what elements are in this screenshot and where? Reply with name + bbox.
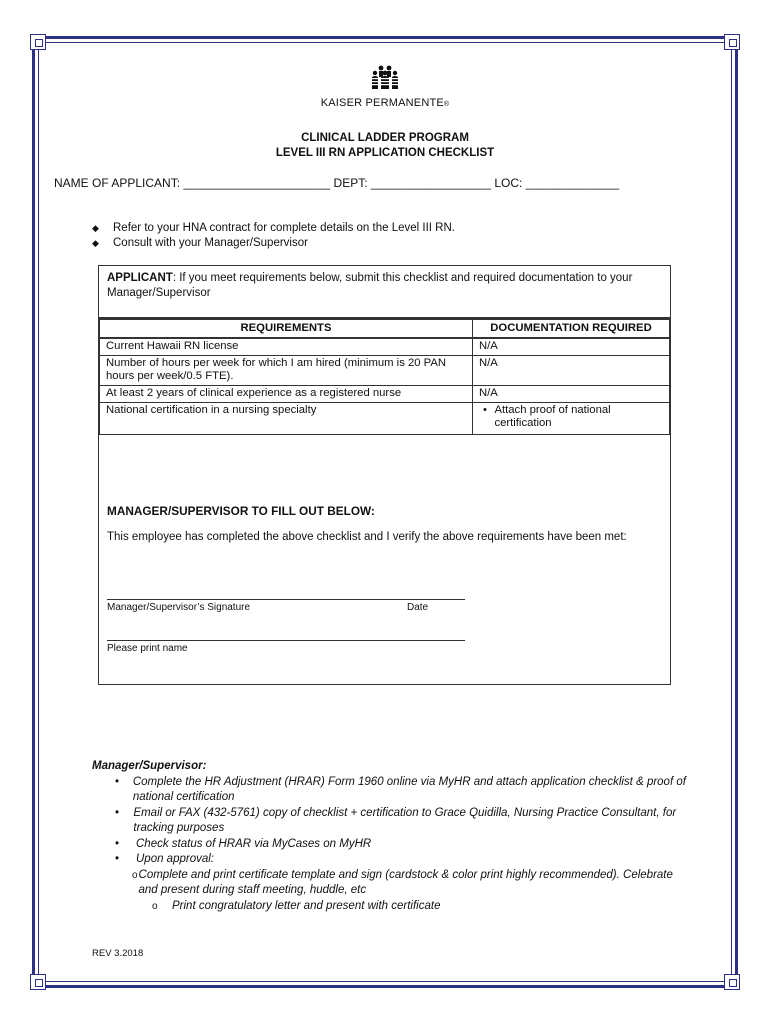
manager-instructions	[92, 759, 692, 914]
bullet-icon: •	[115, 837, 120, 850]
checklist-box	[98, 265, 671, 685]
sub-list-item: o Complete and print certificate template and sign (cardstock & color print highly recommended). Celebrate and present during staff meeting, huddle, etc	[92, 868, 692, 899]
requirements-table	[99, 317, 670, 435]
brand-name: KAISER PERMANENTE®	[320, 97, 450, 109]
signature-label: Manager/Supervisor’s Signature	[107, 602, 251, 613]
date-label: Date	[407, 602, 429, 613]
list-item: • Check status of HRAR via MyCases on MyHR	[92, 837, 692, 853]
list-item: • Upon approval:	[92, 852, 692, 868]
border-corner-top-left	[30, 34, 46, 50]
table-row: Current Hawaii RN license N/A	[100, 338, 670, 356]
circle-bullet-icon: o	[152, 900, 158, 912]
bullet-icon: •	[483, 404, 487, 416]
print-name-line[interactable]	[107, 640, 465, 641]
bullet-icon: •	[115, 806, 120, 819]
border-corner-bottom-left	[30, 974, 46, 990]
page-title-line2: LEVEL III RN APPLICATION CHECKLIST	[275, 147, 495, 159]
table-row: National certification in a nursing specialty • Attach proof of national certification	[100, 403, 670, 435]
diamond-bullet-icon: ◆	[92, 223, 99, 233]
manager-instructions-title: Manager/Supervisor:	[92, 760, 207, 772]
list-item: • Complete the HR Adjustment (HRAR) Form 1960 online via MyHR and attach application checklist & proof of national certification	[92, 775, 692, 806]
border-corner-bottom-right	[724, 974, 740, 990]
list-item: • Attach proof of national certification	[483, 404, 611, 429]
bullet-icon: •	[115, 853, 120, 865]
sub-sub-list-item: o Print congratulatory letter and present with certificate	[92, 899, 692, 915]
kaiser-people-icon	[370, 65, 400, 91]
revision-label: REV 3.2018	[92, 948, 144, 959]
list-item: ◆ Consult with your Manager/Supervisor	[92, 237, 308, 249]
list-item: ◆ Refer to your HNA contract for complete details on the Level III RN.	[92, 222, 455, 234]
border-corner-top-right	[724, 34, 740, 50]
table-row: At least 2 years of clinical experience as a registered nurse N/A	[100, 386, 670, 403]
diamond-bullet-icon: ◆	[92, 238, 99, 248]
signature-line[interactable]	[107, 599, 465, 600]
kaiser-logo	[0, 65, 770, 109]
requirements-header: REQUIREMENTS	[100, 319, 473, 339]
table-row: Number of hours per week for which I am hired (minimum is 20 PAN hours per week/0.5 FTE). N/A	[100, 356, 670, 386]
table-header-row	[100, 319, 670, 339]
manager-section-heading: MANAGER/SUPERVISOR TO FILL OUT BELOW:	[107, 504, 375, 518]
applicant-fields[interactable]: NAME OF APPLICANT: ______________________ DEPT: __________________ LOC: ______________	[54, 176, 620, 190]
page-title-line1: CLINICAL LADDER PROGRAM	[301, 132, 469, 144]
intro-bullet-list	[92, 221, 455, 251]
bullet-icon: •	[115, 775, 120, 788]
print-name-label: Please print name	[107, 643, 188, 654]
applicant-note: APPLICANT: If you meet requirements below, submit this checklist and required documentation to your Manager/Supervisor	[107, 272, 633, 299]
manager-statement: This employee has completed the above checklist and I verify the above requirements have been met:	[107, 531, 627, 543]
documentation-header: DOCUMENTATION REQUIRED	[473, 319, 670, 339]
circle-bullet-icon: o	[132, 869, 138, 881]
list-item: • Email or FAX (432-5761) copy of checklist + certification to Grace Quidilla, Nursing Practice Consultant, for tracking purposes	[92, 806, 692, 837]
signature-label-row	[107, 602, 465, 613]
